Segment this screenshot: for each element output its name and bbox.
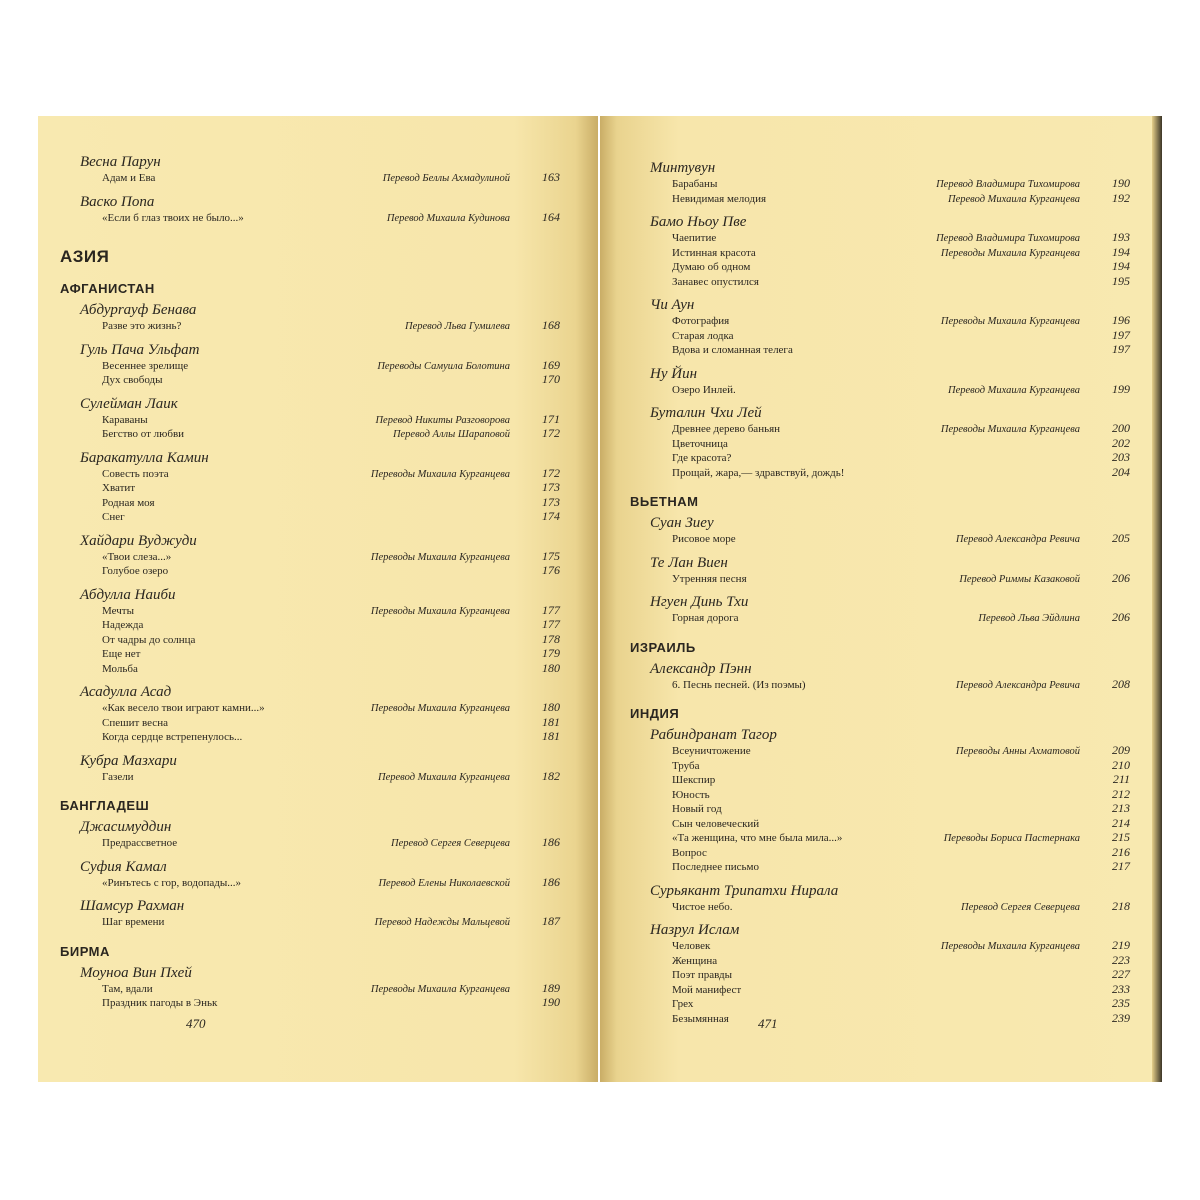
author-name: Суфия Камал [80,858,167,875]
poem-title: Дух свободы [102,374,163,386]
author-entry [650,555,1130,587]
poem-page-number: 193 [1112,230,1130,244]
poem-row [672,177,1130,192]
poem-row [672,983,1130,998]
poem-page-number: 175 [542,548,560,563]
poem-page-number: 223 [1112,952,1130,967]
poem-row [102,915,560,930]
poem-title: Предрассветное [102,837,178,849]
poem-title: Голубое озеро [102,565,169,577]
poem-title: Чистое небо. [672,900,733,913]
poem-title: Шаг времени [102,916,165,928]
poem-title: Вдова и сломанная телега [672,344,793,356]
poem-page-number: 214 [1112,815,1130,830]
translator: Перевод Михаила Кудинова [386,212,510,224]
poem-title: Невидимая мелодия [672,192,767,205]
poem-title: Старая лодка [672,329,734,342]
poem-page-number: 194 [1112,244,1130,259]
poem-page-number: 168 [542,318,560,332]
translator: Перевод Михаила Курганцева [948,193,1080,205]
translator: Переводы Михаила Курганцева [940,424,1080,435]
translator: Перевод Владимира Тихомирова [936,179,1080,190]
poem-title: Там, вдали [102,982,153,995]
poem-row [102,211,560,226]
author-name: Чи Аун [650,297,695,313]
poem-page-number: 194 [1112,259,1130,273]
country-heading: ИЗРАИЛЬ [630,639,696,655]
author-name: Нгуен Динь Тхи [650,594,749,610]
translator: Перевод Сергея Северцева [961,901,1080,913]
author-entry [650,922,1130,1026]
poem-page-number: 173 [542,494,560,509]
right-page-toc [630,160,1130,1034]
poem-row [672,275,1130,290]
translator: Перевод Риммы Казаковой [959,573,1080,585]
poem-page-number: 178 [542,631,560,646]
poem-title: «Твои слеза...» [102,550,172,563]
poem-row [102,701,560,716]
poem-title: От чадры до солнца [102,633,196,646]
poem-title: Фотография [672,315,730,327]
poem-row [672,759,1130,774]
translator: Переводы Михаила Курганцева [940,316,1080,327]
poem-row [102,716,560,731]
poem-row [672,846,1130,861]
poem-title: Шекспир [672,774,716,786]
author-name: Весна Парун [80,154,161,170]
poem-title: Грех [672,998,694,1010]
poem-title: Разве это жизнь? [102,320,182,332]
poem-row [672,343,1130,358]
poem-page-number: 206 [1112,610,1130,624]
author-name: Гуль Пача Ульфат [80,341,200,358]
author-name: Ну Йин [650,365,698,382]
poem-row [102,876,560,891]
poem-page-number: 197 [1112,342,1130,356]
poem-title: Хватит [102,482,136,494]
author-entry [80,898,560,930]
poem-row [102,550,560,565]
poem-page-number: 181 [542,714,560,729]
author-entry [80,587,560,677]
poem-title: Прощай, жара,— здравствуй, дождь! [672,466,845,479]
poem-row [672,231,1130,246]
author-name: Васко Попа [80,193,155,210]
poem-row [672,329,1130,344]
poem-title: Поэт правды [672,969,733,981]
poem-page-number: 213 [1112,801,1130,815]
author-entry [80,342,560,388]
poem-title: Человек [672,940,711,952]
translator: Переводы Михаила Курганцева [370,551,510,563]
poem-row [102,319,560,334]
poem-title: Цветочница [672,437,728,450]
poem-row [672,246,1130,261]
poem-row [672,572,1130,587]
poem-page-number: 187 [542,914,560,928]
translator: Переводы Анны Ахматовой [955,746,1080,757]
poem-row [102,647,560,662]
author-entry [650,515,1130,547]
country-heading: ИНДИЯ [630,706,680,721]
poem-row [102,996,560,1011]
poem-title: 6. Песнь песней. (Из поэмы) [672,678,806,691]
poem-title: Утренняя песня [672,572,747,585]
author-name: Буталин Чхи Лей [650,405,762,421]
author-name: Рабиндранат Тагор [650,727,777,743]
translator: Перевод Льва Эйдлина [978,613,1080,624]
author-entry [650,214,1130,289]
poem-row [672,817,1130,832]
poem-page-number: 233 [1112,981,1130,996]
poem-row [102,770,560,785]
poem-title: Горная дорога [672,612,739,624]
translator: Перевод Аллы Шараповой [392,429,510,440]
poem-page-number: 186 [542,874,560,889]
translator: Перевод Михаила Курганцева [948,384,1080,396]
author-name: Кубра Мазхари [80,752,177,769]
translator: Перевод Владимира Тихомирова [936,233,1080,244]
poem-row [102,633,560,648]
poem-page-number: 177 [542,602,560,617]
poem-page-number: 218 [1112,898,1130,913]
author-name: Суан Зиеу [650,515,714,531]
poem-page-number: 205 [1112,531,1130,545]
poem-page-number: 173 [542,480,560,494]
poem-page-number: 200 [1112,421,1130,435]
author-entry [650,883,1130,915]
author-entry [650,594,1130,626]
author-entry [80,684,560,745]
poem-title: Рисовое море [672,533,736,545]
poem-row [672,954,1130,969]
translator: Перевод Надежды Мальцевой [374,917,510,928]
poem-title: Барабаны [672,178,718,190]
poem-row [102,564,560,579]
poem-page-number: 227 [1112,967,1130,981]
poem-row [672,860,1130,875]
poem-row [102,836,560,851]
poem-title: «Та женщина, что мне была мила...» [672,832,843,844]
book-spread [38,116,1162,1082]
poem-row [672,1012,1130,1027]
poem-row [672,451,1130,466]
poem-title: Мой манифест [672,983,742,996]
poem-page-number: 192 [1112,190,1130,205]
poem-page-number: 195 [1112,273,1130,288]
author-entry [650,661,1130,693]
author-name: Джасимуддин [80,819,172,835]
poem-title: Труба [672,759,700,772]
poem-title: Адам и Ева [102,172,156,184]
poem-page-number: 189 [542,980,560,995]
author-entry [80,194,560,226]
poem-page-number: 235 [1112,996,1130,1010]
author-name: Шамсур Рахман [80,898,185,914]
poem-title: Вопрос [672,846,707,859]
author-entry [80,819,560,851]
poem-title: «Ринътесь с гор, водопады...» [102,876,241,889]
left-page-toc [60,154,560,1019]
poem-page-number: 202 [1112,435,1130,450]
poem-row [672,422,1130,437]
translator: Переводы Михаила Курганцева [940,941,1080,952]
author-entry [80,302,560,334]
poem-row [672,744,1130,759]
poem-title: Истинная красота [672,246,756,259]
poem-page-number: 197 [1112,327,1130,342]
country-heading: БИРМА [60,943,110,959]
author-entry [650,405,1130,480]
country-heading: БАНГЛАДЕШ [60,798,150,813]
translator: Перевод Александра Ревича [955,534,1080,545]
poem-title: Древнее дерево баньян [672,423,781,435]
poem-title: Совесть поэта [102,467,169,480]
poem-row [672,260,1130,275]
poem-title: Надежда [102,619,144,631]
poem-row [672,939,1130,954]
poem-title: Чаепитие [672,232,717,244]
author-entry [650,297,1130,358]
translator: Перевод Льва Гумилева [405,321,510,332]
author-entry [80,450,560,525]
author-name: Сурьякант Трипатхи Нирала [650,882,839,899]
poem-row [102,427,560,442]
poem-row [102,496,560,511]
poem-page-number: 208 [1112,676,1130,691]
poem-page-number: 172 [542,465,560,480]
poem-page-number: 180 [542,700,560,714]
poem-title: Думаю об одном [672,261,751,273]
poem-page-number: 216 [1112,844,1130,859]
country-heading: АФГАНИСТАН [60,281,155,296]
poem-title: Когда сердце встрепенулось... [102,731,243,743]
author-entry [650,160,1130,206]
poem-title: Новый год [672,803,722,815]
author-entry [80,396,560,442]
translator: Перевод Беллы Ахмадулиной [382,173,510,184]
poem-row [102,413,560,428]
poem-page-number: 180 [542,660,560,675]
poem-title: Праздник пагоды в Эньк [102,997,218,1009]
translator: Переводы Михаила Курганцева [370,703,510,714]
author-name: Баракатулла Камин [80,449,209,466]
poem-row [672,788,1130,803]
poem-title: Женщина [672,954,718,967]
author-name: Абдулла Наиби [80,586,176,603]
poem-page-number: 239 [1112,1010,1130,1025]
author-entry [80,859,560,891]
left-page [38,116,598,1082]
poem-title: Всеуничтожение [672,745,751,757]
poem-title: Еще нет [102,648,141,660]
poem-page-number: 172 [542,426,560,440]
translator: Перевод Сергея Северцева [391,838,510,849]
author-entry [80,965,560,1011]
poem-page-number: 196 [1112,313,1130,327]
poem-page-number: 210 [1112,757,1130,772]
poem-row [102,373,560,388]
translator: Переводы Бориса Пастернака [943,833,1080,844]
poem-page-number: 199 [1112,381,1130,396]
poem-page-number: 177 [542,617,560,631]
poem-page-number: 215 [1112,830,1130,844]
author-name: Сулейман Лаик [80,395,178,412]
translator: Переводы Михаила Курганцева [370,983,510,995]
poem-row [672,437,1130,452]
author-name: Те Лан Виен [650,554,728,571]
author-name: Александр Пэнн [650,660,752,677]
poem-row [672,900,1130,915]
country-heading: ВЬЕТНАМ [630,494,699,509]
translator: Переводы Самуила Болотина [377,360,510,372]
author-entry [80,533,560,579]
poem-title: Где красота? [672,452,732,464]
poem-title: Караваны [102,413,148,426]
poem-row [672,802,1130,817]
poem-page-number: 211 [1112,772,1130,786]
poem-title: Юность [672,788,710,801]
poem-row [672,532,1130,547]
poem-row [672,678,1130,693]
poem-row [102,730,560,745]
poem-row [102,982,560,997]
poem-title: Снег [102,511,125,523]
poem-row [672,383,1130,398]
poem-title: «Если б глаз твоих не было...» [102,211,244,224]
poem-row [102,359,560,374]
poem-title: Спешит весна [102,716,168,729]
poem-title: Занавес опустился [672,275,759,288]
poem-row [672,968,1130,983]
translator: Переводы Михаила Курганцева [370,468,510,480]
poem-row [102,604,560,619]
translator: Перевод Елены Николаевской [378,877,510,889]
author-entry [80,753,560,785]
poem-title: Газели [102,770,134,783]
poem-title: Весеннее зрелище [102,359,189,372]
poem-row [672,997,1130,1012]
poem-page-number: 182 [542,768,560,783]
author-entry [80,154,560,186]
poem-title: Безымянная [672,1012,729,1025]
poem-page-number: 163 [542,170,560,184]
poem-page-number: 169 [542,357,560,372]
author-name: Моуноа Вин Пхей [80,964,192,981]
author-name: Бамо Ньоу Пве [650,214,747,230]
poem-page-number: 203 [1112,450,1130,464]
poem-page-number: 174 [542,509,560,523]
poem-page-number: 190 [542,995,560,1009]
author-name: Хайдари Вуджуди [80,532,197,549]
poem-page-number: 204 [1112,464,1130,479]
poem-title: Сын человеческий [672,817,760,830]
right-page [600,116,1162,1082]
poem-page-number: 171 [542,411,560,426]
poem-page-number: 176 [542,563,560,577]
author-name: Асадулла Асад [80,684,172,700]
poem-page-number: 217 [1112,859,1130,873]
poem-page-number: 181 [542,729,560,743]
region-heading: АЗИЯ [60,247,110,266]
poem-title: Последнее письмо [672,861,759,873]
poem-row [102,618,560,633]
poem-row [672,314,1130,329]
poem-title: Озеро Инлей. [672,383,736,396]
translator: Перевод Михаила Курганцева [378,771,510,783]
author-entry [650,366,1130,398]
poem-row [102,481,560,496]
author-name: Абдурrауф Бенава [80,302,197,318]
poem-page-number: 179 [542,646,560,660]
translator: Перевод Александра Ревича [955,679,1080,691]
poem-row [672,773,1130,788]
poem-title: Родная моя [102,496,155,509]
poem-title: Бегство от любви [102,428,185,440]
poem-page-number: 212 [1112,786,1130,801]
poem-page-number: 209 [1112,743,1130,757]
poem-page-number: 190 [1112,176,1130,190]
translator: Переводы Михаила Курганцева [940,247,1080,259]
poem-row [102,467,560,482]
author-name: Минтувун [650,160,716,176]
page-number-left: 470 [186,1016,206,1031]
poem-title: Мольба [102,662,138,675]
page-number-right: 471 [758,1016,778,1031]
poem-row [102,510,560,525]
poem-page-number: 186 [542,835,560,849]
poem-title: Мечты [102,604,134,617]
poem-page-number: 206 [1112,570,1130,585]
poem-row [672,192,1130,207]
poem-row [102,662,560,677]
author-name: Назрул Ислам [650,922,740,938]
poem-page-number: 164 [542,209,560,224]
poem-row [672,466,1130,481]
poem-row [672,831,1130,846]
author-entry [650,727,1130,875]
poem-row [672,611,1130,626]
poem-page-number: 219 [1112,938,1130,952]
poem-row [102,171,560,186]
poem-title: «Как весело твои играют камни...» [102,702,265,714]
poem-page-number: 170 [542,372,560,386]
translator: Перевод Никиты Разговорова [375,414,510,426]
translator: Переводы Михаила Курганцева [370,605,510,617]
